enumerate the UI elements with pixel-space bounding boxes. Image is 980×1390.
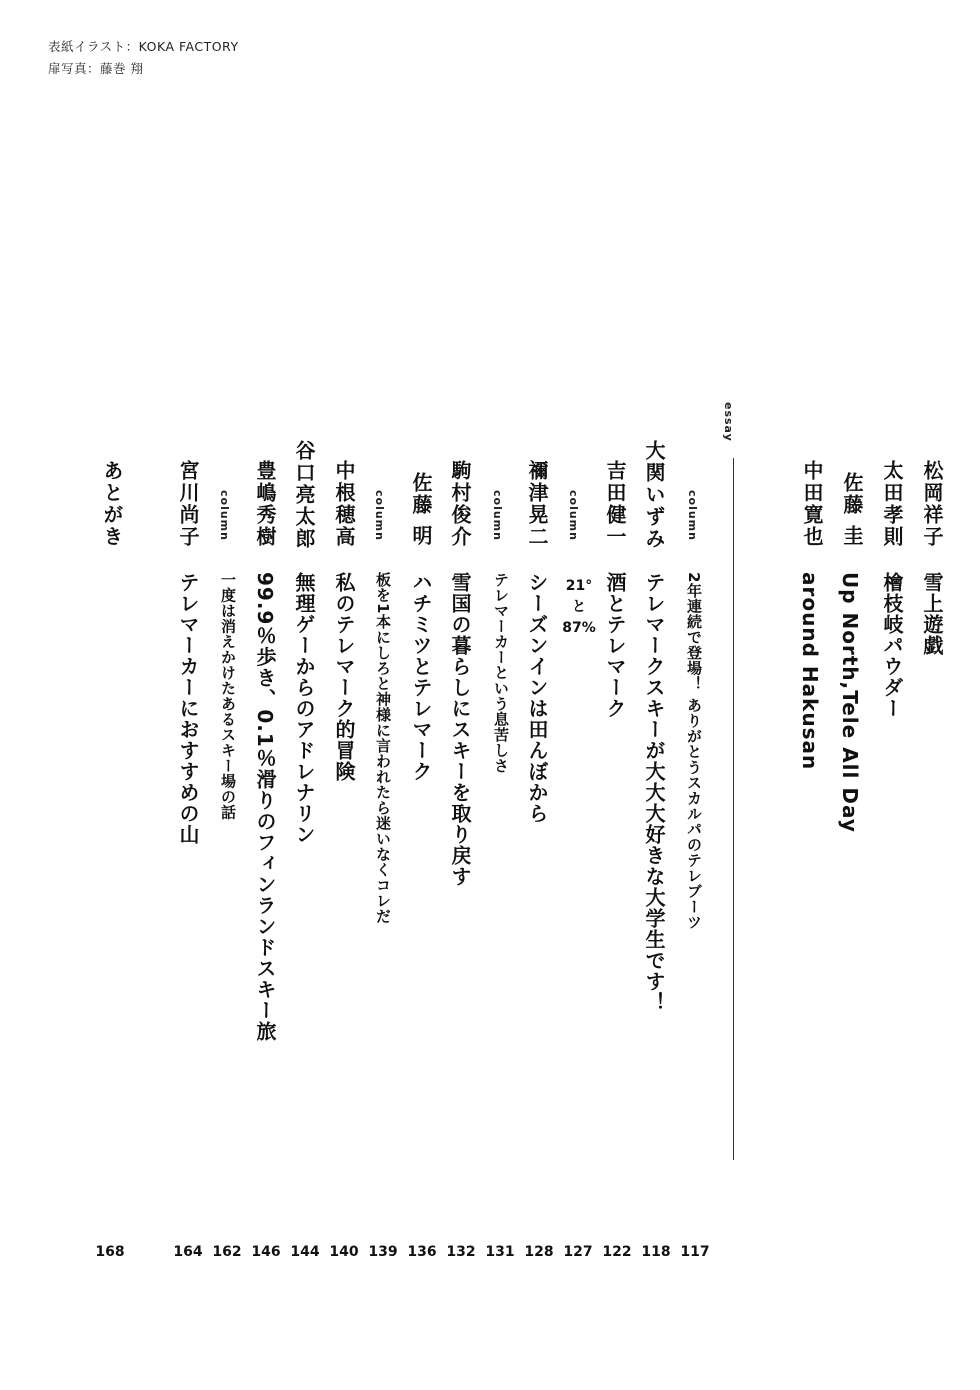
page-number: 118 xyxy=(641,1244,671,1260)
page-number: 127 xyxy=(563,1244,593,1260)
toc-author-sato-akira: 佐藤 明 xyxy=(409,472,433,547)
degree-title-line1: 21° xyxy=(565,578,593,594)
toc-title-finland: 99.9％歩き、0.1％滑りのフィンランドスキー旅 xyxy=(253,572,277,1042)
toc-title-21-and-87 xyxy=(557,576,601,639)
toc-title-setsujo-yugi: 雪上遊戯 xyxy=(920,572,944,656)
toc-author-sato-kei: 佐藤 圭 xyxy=(840,472,864,547)
column-label: column xyxy=(373,490,386,541)
frontispiece-photo-credit: 扉写真：藤巻 翔 xyxy=(48,61,144,76)
toc-author-ozeki: 大関いずみ xyxy=(642,440,666,550)
page-number: 164 xyxy=(173,1244,203,1260)
toc-author-toyoshima: 豊嶋秀樹 xyxy=(253,460,277,548)
column-label: column xyxy=(567,490,580,541)
page-number: 117 xyxy=(680,1244,710,1260)
toc-author-nezu: 禰津晃二 xyxy=(525,460,549,548)
toc-title-daigakusei: テレマークスキーが大大大好きな大学生です！ xyxy=(642,572,666,1013)
toc-author-taniguchi: 谷口亮太郎 xyxy=(292,440,316,550)
column-label: column xyxy=(218,490,231,541)
toc-title-adrenaline: 無理ゲーからのアドレナリン xyxy=(292,572,316,845)
toc-author-ota: 太田孝則 xyxy=(880,460,904,548)
page-number: 144 xyxy=(290,1244,320,1260)
toc-title-skijo: 一度は消えかけたあるスキー場の話 xyxy=(219,572,237,820)
toc-title-yukiguni: 雪国の暮らしにスキーを取り戻す xyxy=(448,572,472,887)
toc-title-around-hakusan: around Hakusan xyxy=(798,572,822,771)
toc-title-up-north: Up North,Tele All Day xyxy=(838,572,862,833)
degree-title-line2: と xyxy=(572,599,586,615)
page-number: 139 xyxy=(368,1244,398,1260)
toc-title-ita-ippon: 板を1本にしろと神様に言われたら迷いなくコレだ xyxy=(374,572,392,924)
column-label: column xyxy=(686,490,699,541)
degree-title-line3: 87% xyxy=(562,620,596,636)
toc-title-hachimitsu: ハチミツとテレマーク xyxy=(409,572,433,782)
page-number: 122 xyxy=(602,1244,632,1260)
toc-author-miyagawa: 宮川尚子 xyxy=(176,460,200,548)
toc-title-scarpa: 2年連続で登場！ ありがとうスカルパのテレブーツ xyxy=(685,572,703,930)
column-label: column xyxy=(491,490,504,541)
page-number: 162 xyxy=(212,1244,242,1260)
toc-afterword: あとがき xyxy=(100,460,124,548)
page-number: 132 xyxy=(446,1244,476,1260)
credits xyxy=(48,36,239,80)
toc-title-hinoemata: 檜枝岐パウダー xyxy=(880,572,904,719)
cover-illustration-credit: 表紙イラスト：KOKA FACTORY xyxy=(48,39,239,54)
page-number: 136 xyxy=(407,1244,437,1260)
toc-author-yoshida: 吉田健一 xyxy=(603,460,627,548)
toc-author-nakata: 中田寛也 xyxy=(800,460,824,548)
page-number: 128 xyxy=(524,1244,554,1260)
toc-title-boken: 私のテレマーク的冒険 xyxy=(332,572,356,782)
toc-title-ikigurushisa: テレマーカーという息苦しさ xyxy=(492,572,510,774)
toc-title-sake: 酒とテレマーク xyxy=(603,572,627,719)
page-number: 131 xyxy=(485,1244,515,1260)
toc-author-komamura: 駒村俊介 xyxy=(448,460,472,548)
page-number: 146 xyxy=(251,1244,281,1260)
toc-author-matsuoka: 松岡祥子 xyxy=(920,460,944,548)
page-number: 140 xyxy=(329,1244,359,1260)
toc-author-nakane: 中根穂高 xyxy=(332,460,356,548)
essay-section-label: essay xyxy=(722,402,735,442)
page-number: 168 xyxy=(95,1244,125,1260)
section-divider-line xyxy=(733,458,734,1160)
toc-title-tanbo: シーズンインは田んぼから xyxy=(525,572,549,824)
toc-title-osusume-yama: テレマーカーにおすすめの山 xyxy=(176,572,200,845)
